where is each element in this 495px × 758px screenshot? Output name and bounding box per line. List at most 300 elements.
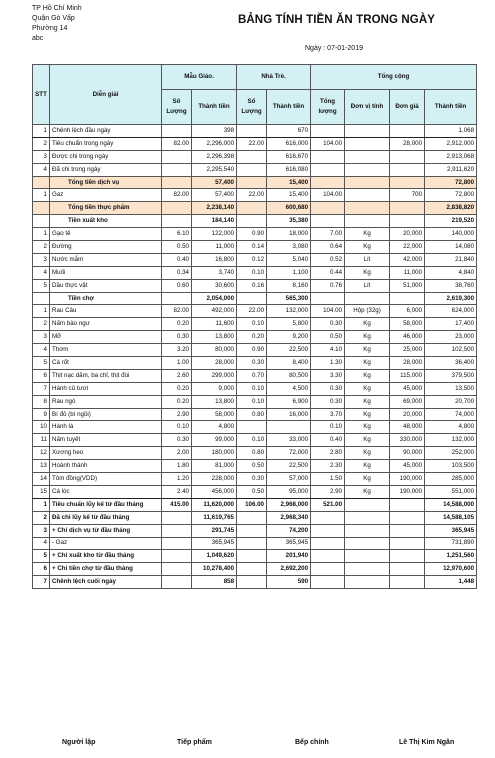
cell-kg-qty: 0.50 — [162, 241, 192, 254]
cell-nt-qty: 0.70 — [237, 369, 267, 382]
cell-total-amount: 20,700 — [425, 395, 477, 408]
cell-total-qty: 2.30 — [311, 460, 345, 473]
cell-unit: Kg — [345, 241, 390, 254]
cell-total-qty: 2.90 — [311, 485, 345, 498]
cell-nt-qty: 22.00 — [237, 189, 267, 202]
cell-total-qty: 104.00 — [311, 137, 345, 150]
table-row — [33, 357, 477, 370]
cell-kg-amount: 2,296,000 — [192, 137, 237, 150]
cell-price: 90,000 — [390, 447, 425, 460]
cell-total-amount: 219,520 — [425, 215, 477, 228]
cell-price — [390, 215, 425, 228]
cell-price — [390, 163, 425, 176]
cell-nt-amount: 74,200 — [267, 524, 311, 537]
cell-price — [390, 537, 425, 550]
cell-total-amount: 731,890 — [425, 537, 477, 550]
cell-kg-amount: 11,000 — [192, 241, 237, 254]
cell-stt: 2 — [33, 511, 50, 524]
header-amount: Thành tiền — [192, 90, 237, 125]
cell-total-amount: 14,588,000 — [425, 498, 477, 511]
cell-total-amount: 365,945 — [425, 524, 477, 537]
cell-desc: Nấm tuyết — [50, 434, 162, 447]
cell-stt: 3 — [33, 331, 50, 344]
cell-desc: Đường — [50, 241, 162, 254]
cell-nt-qty: 0.50 — [237, 485, 267, 498]
cell-nt-amount: 72,000 — [267, 447, 311, 460]
cell-nt-qty — [237, 537, 267, 550]
cell-kg-amount: 2,296,398 — [192, 150, 237, 163]
cell-nt-qty: 0.10 — [237, 382, 267, 395]
cell-kg-qty: 415.00 — [162, 498, 192, 511]
cell-kg-amount: 299,000 — [192, 369, 237, 382]
cell-desc: Được chi trong ngày — [50, 150, 162, 163]
cell-nt-qty — [237, 550, 267, 563]
cell-nt-qty — [237, 202, 267, 215]
cell-kg-qty: 1.00 — [162, 357, 192, 370]
cell-price — [390, 550, 425, 563]
cell-total-amount: 38,760 — [425, 279, 477, 292]
table-row — [33, 318, 477, 331]
cell-unit — [345, 511, 390, 524]
cell-kg-amount: 80,000 — [192, 344, 237, 357]
cell-desc: Tiêu chuẩn lũy kế từ đầu tháng — [50, 498, 162, 511]
cell-nt-amount: 132,000 — [267, 305, 311, 318]
section-row — [33, 292, 477, 305]
page-title: BẢNG TÍNH TIỀN ĂN TRONG NGÀY — [238, 14, 436, 26]
cell-stt: 10 — [33, 421, 50, 434]
cell-price: 28,000 — [390, 137, 425, 150]
table-row — [33, 163, 477, 176]
table-row — [33, 434, 477, 447]
cell-stt: 7 — [33, 382, 50, 395]
cell-total-qty — [311, 292, 345, 305]
cell-unit: Kg — [345, 447, 390, 460]
cell-price: 45,000 — [390, 382, 425, 395]
cell-total-qty: 1.50 — [311, 473, 345, 486]
cell-unit — [345, 563, 390, 576]
table-row — [33, 331, 477, 344]
signer-label: Lê Thị Kim Ngân — [399, 739, 455, 746]
header-amount: Thành tiền — [267, 90, 311, 125]
cell-total-qty: 0.52 — [311, 253, 345, 266]
cell-stt: 11 — [33, 434, 50, 447]
cell-desc: - Gaz — [50, 537, 162, 550]
city-label: TP Hồ Chí Minh — [32, 5, 82, 12]
cell-unit: Kg — [345, 382, 390, 395]
cell-stt: 5 — [33, 550, 50, 563]
cell-nt-amount: 5,800 — [267, 318, 311, 331]
cell-nt-amount: 16,000 — [267, 408, 311, 421]
cell-kg-amount: 365,945 — [192, 537, 237, 550]
cell-total-qty: 104.00 — [311, 189, 345, 202]
cell-total-qty — [311, 511, 345, 524]
cell-kg-amount: 30,600 — [192, 279, 237, 292]
cell-desc: + Chi tiền chợ từ đầu tháng — [50, 563, 162, 576]
cell-nt-amount: 201,940 — [267, 550, 311, 563]
cell-kg-qty: 0.30 — [162, 331, 192, 344]
cell-total-amount: 2,619,300 — [425, 292, 477, 305]
cell-stt: 9 — [33, 408, 50, 421]
cell-kg-amount: 398 — [192, 125, 237, 138]
cell-total-qty: 2.80 — [311, 447, 345, 460]
cell-total-amount: 140,000 — [425, 228, 477, 241]
section-row — [33, 215, 477, 228]
cell-total-amount: 624,000 — [425, 305, 477, 318]
cell-nt-amount: 95,000 — [267, 485, 311, 498]
cell-total-qty — [311, 125, 345, 138]
cell-nt-amount: 35,380 — [267, 215, 311, 228]
cell-total-amount: 4,840 — [425, 266, 477, 279]
cell-price: 69,000 — [390, 395, 425, 408]
cell-unit — [345, 576, 390, 589]
cell-nt-amount: 670 — [267, 125, 311, 138]
cell-price — [390, 176, 425, 189]
cell-total-amount: 13,500 — [425, 382, 477, 395]
cell-desc: Tiền xuất kho — [50, 215, 162, 228]
cell-desc: Cá lóc — [50, 485, 162, 498]
cell-unit — [345, 537, 390, 550]
cell-desc: Chênh lệch đầu ngày — [50, 125, 162, 138]
cell-desc: Chênh lệch cuối ngày — [50, 576, 162, 589]
table-row — [33, 421, 477, 434]
cell-kg-qty: 0.10 — [162, 421, 192, 434]
summary-row — [33, 511, 477, 524]
table-row — [33, 228, 477, 241]
cell-kg-qty: 2.40 — [162, 485, 192, 498]
cell-stt: 2 — [33, 241, 50, 254]
cell-kg-qty: 0.20 — [162, 318, 192, 331]
cell-nt-amount: 57,000 — [267, 473, 311, 486]
cell-nt-amount: 15,400 — [267, 189, 311, 202]
cell-price — [390, 202, 425, 215]
cell-total-qty: 0.50 — [311, 331, 345, 344]
cell-nt-qty: 22.00 — [237, 305, 267, 318]
cell-unit — [345, 176, 390, 189]
header-group-kindergarten: Mẫu Giáo. — [162, 65, 237, 90]
table-row — [33, 395, 477, 408]
cell-unit: Kg — [345, 369, 390, 382]
cell-price: 115,000 — [390, 369, 425, 382]
cell-stt: 13 — [33, 460, 50, 473]
cell-price: 45,000 — [390, 460, 425, 473]
table-row — [33, 344, 477, 357]
cell-price: 20,000 — [390, 228, 425, 241]
cell-kg-qty: 1.80 — [162, 460, 192, 473]
cell-kg-qty: 0.34 — [162, 266, 192, 279]
cell-total-amount: 4,800 — [425, 421, 477, 434]
cell-kg-amount: 492,000 — [192, 305, 237, 318]
cell-nt-qty — [237, 163, 267, 176]
cell-price — [390, 125, 425, 138]
cell-stt — [33, 176, 50, 189]
cell-kg-amount: 10,278,400 — [192, 563, 237, 576]
cell-nt-amount: 616,670 — [267, 150, 311, 163]
cell-unit — [345, 125, 390, 138]
cell-unit: Kg — [345, 344, 390, 357]
cell-nt-amount: 6,900 — [267, 395, 311, 408]
cell-kg-amount: 858 — [192, 576, 237, 589]
header-group-total: Tổng cộng — [311, 65, 477, 90]
cell-desc: Đã chi trong ngày — [50, 163, 162, 176]
cell-desc: Muối — [50, 266, 162, 279]
cell-total-qty: 4.10 — [311, 344, 345, 357]
cell-total-qty — [311, 563, 345, 576]
cell-nt-amount: 1,100 — [267, 266, 311, 279]
cell-nt-qty: 0.90 — [237, 344, 267, 357]
cell-total-qty — [311, 550, 345, 563]
cell-kg-qty: 2.90 — [162, 408, 192, 421]
cell-nt-qty — [237, 421, 267, 434]
cell-price — [390, 292, 425, 305]
cell-kg-amount: 228,000 — [192, 473, 237, 486]
cell-nt-qty — [237, 125, 267, 138]
cell-desc: Bí đỏ (bí ngồi) — [50, 408, 162, 421]
cell-price: 330,000 — [390, 434, 425, 447]
cell-total-amount: 17,400 — [425, 318, 477, 331]
table-row — [33, 460, 477, 473]
cell-total-qty: 521.00 — [311, 498, 345, 511]
cell-total-amount: 2,911,620 — [425, 163, 477, 176]
cell-stt: 7 — [33, 576, 50, 589]
cell-total-amount: 72,800 — [425, 189, 477, 202]
cell-price: 6,000 — [390, 305, 425, 318]
cell-kg-amount: 180,000 — [192, 447, 237, 460]
cell-nt-amount: 8,160 — [267, 279, 311, 292]
cell-nt-amount: 3,080 — [267, 241, 311, 254]
cell-total-qty: 0.64 — [311, 241, 345, 254]
cell-stt: 5 — [33, 279, 50, 292]
cell-nt-amount — [267, 421, 311, 434]
cell-kg-qty: 0.60 — [162, 279, 192, 292]
table-row — [33, 305, 477, 318]
cell-unit: Kg — [345, 331, 390, 344]
cell-total-amount: 285,000 — [425, 473, 477, 486]
cell-nt-qty: 22.00 — [237, 137, 267, 150]
cell-total-amount: 74,000 — [425, 408, 477, 421]
cell-unit — [345, 292, 390, 305]
table-row — [33, 189, 477, 202]
cell-price: 20,000 — [390, 408, 425, 421]
cell-kg-amount: 122,000 — [192, 228, 237, 241]
cell-stt: 3 — [33, 150, 50, 163]
cell-nt-qty: 0.30 — [237, 473, 267, 486]
cell-total-amount: 103,500 — [425, 460, 477, 473]
cell-nt-amount: 590 — [267, 576, 311, 589]
org-label: abc — [32, 35, 44, 42]
cell-unit — [345, 215, 390, 228]
cell-nt-amount: 22,500 — [267, 460, 311, 473]
cell-nt-amount: 4,500 — [267, 382, 311, 395]
cell-price: 28,000 — [390, 357, 425, 370]
summary-row — [33, 576, 477, 589]
cell-unit — [345, 524, 390, 537]
cell-stt: 1 — [33, 228, 50, 241]
cell-total-amount: 1,251,560 — [425, 550, 477, 563]
cell-kg-qty — [162, 537, 192, 550]
cell-total-amount: 1,068 — [425, 125, 477, 138]
header-left — [32, 4, 82, 44]
cell-price — [390, 150, 425, 163]
cell-kg-qty — [162, 176, 192, 189]
cell-price: 11,000 — [390, 266, 425, 279]
cell-nt-qty: 0.14 — [237, 241, 267, 254]
cell-unit: Kg — [345, 357, 390, 370]
cell-kg-qty — [162, 150, 192, 163]
cell-nt-qty — [237, 176, 267, 189]
cell-kg-amount: 11,600 — [192, 318, 237, 331]
cell-kg-qty: 82.00 — [162, 137, 192, 150]
cell-nt-qty: 0.30 — [237, 357, 267, 370]
cell-total-amount: 14,080 — [425, 241, 477, 254]
cell-kg-amount: 99,000 — [192, 434, 237, 447]
cell-kg-qty — [162, 511, 192, 524]
cell-nt-amount: 2,692,200 — [267, 563, 311, 576]
cell-total-qty — [311, 576, 345, 589]
table-row — [33, 253, 477, 266]
cell-total-qty — [311, 163, 345, 176]
cell-total-amount: 23,000 — [425, 331, 477, 344]
cell-stt — [33, 292, 50, 305]
cell-kg-amount: 57,400 — [192, 189, 237, 202]
cell-kg-amount: 1,049,620 — [192, 550, 237, 563]
cell-stt — [33, 215, 50, 228]
table-row — [33, 382, 477, 395]
cell-kg-qty — [162, 576, 192, 589]
cell-unit: Kg — [345, 318, 390, 331]
cell-desc: + Chi dịch vụ từ đầu tháng — [50, 524, 162, 537]
cell-nt-qty — [237, 150, 267, 163]
cell-desc: Xương heo — [50, 447, 162, 460]
cell-nt-qty: 0.90 — [237, 228, 267, 241]
cell-kg-qty — [162, 202, 192, 215]
cell-desc: Tiêu chuẩn trong ngày — [50, 137, 162, 150]
cell-kg-amount: 13,800 — [192, 331, 237, 344]
cell-price: 700 — [390, 189, 425, 202]
cell-unit — [345, 202, 390, 215]
cell-unit: Kg — [345, 266, 390, 279]
cell-total-qty — [311, 150, 345, 163]
cell-price: 42,000 — [390, 253, 425, 266]
cell-stt: 8 — [33, 395, 50, 408]
cell-total-amount: 36,400 — [425, 357, 477, 370]
cell-unit: Hộp (32g) — [345, 305, 390, 318]
cell-total-amount: 132,000 — [425, 434, 477, 447]
cell-desc: Dầu thực vật — [50, 279, 162, 292]
cell-total-qty: 0.40 — [311, 434, 345, 447]
cell-kg-qty — [162, 163, 192, 176]
cell-price: 51,000 — [390, 279, 425, 292]
cell-total-qty: 3.70 — [311, 408, 345, 421]
cell-kg-qty: 2.60 — [162, 369, 192, 382]
cell-kg-amount: 9,000 — [192, 382, 237, 395]
cell-kg-amount: 28,000 — [192, 357, 237, 370]
cell-desc: Tiền chợ — [50, 292, 162, 305]
cell-kg-amount: 184,140 — [192, 215, 237, 228]
cell-stt: 15 — [33, 485, 50, 498]
subtotal-row — [33, 176, 477, 189]
cell-price: 22,000 — [390, 241, 425, 254]
cell-stt: 1 — [33, 125, 50, 138]
cell-total-qty: 0.30 — [311, 382, 345, 395]
cell-total-amount: 2,912,000 — [425, 137, 477, 150]
cell-total-amount: 102,500 — [425, 344, 477, 357]
cell-price: 190,000 — [390, 473, 425, 486]
cell-kg-qty: 82.00 — [162, 305, 192, 318]
cell-stt: 4 — [33, 266, 50, 279]
cell-kg-qty — [162, 524, 192, 537]
cell-desc: Rau ngò — [50, 395, 162, 408]
cell-kg-amount: 11,620,000 — [192, 498, 237, 511]
cell-price — [390, 511, 425, 524]
cell-desc: Gaz — [50, 189, 162, 202]
cell-kg-amount: 57,400 — [192, 176, 237, 189]
cell-stt: 6 — [33, 563, 50, 576]
cell-nt-qty: 0.80 — [237, 447, 267, 460]
ward-label: Phường 14 — [32, 25, 68, 32]
cell-kg-amount: 11,619,765 — [192, 511, 237, 524]
cell-total-amount: 72,800 — [425, 176, 477, 189]
cell-unit: Kg — [345, 421, 390, 434]
cell-stt: 1 — [33, 498, 50, 511]
cell-price: 58,000 — [390, 318, 425, 331]
cell-total-amount: 379,500 — [425, 369, 477, 382]
cell-total-qty: 0.44 — [311, 266, 345, 279]
cell-total-qty: 0.10 — [311, 421, 345, 434]
table-row — [33, 241, 477, 254]
cell-nt-qty — [237, 563, 267, 576]
cell-unit: Kg — [345, 473, 390, 486]
cell-nt-amount: 616,000 — [267, 137, 311, 150]
cell-kg-amount: 291,745 — [192, 524, 237, 537]
cell-price: 25,000 — [390, 344, 425, 357]
cell-stt: 12 — [33, 447, 50, 460]
cell-unit: Kg — [345, 434, 390, 447]
cell-total-amount: 2,913,068 — [425, 150, 477, 163]
cell-desc: Hành củ tươi — [50, 382, 162, 395]
cell-total-qty — [311, 202, 345, 215]
cell-kg-qty — [162, 125, 192, 138]
supply-label: Tiếp phẩm — [177, 739, 212, 746]
cell-nt-amount: 616,080 — [267, 163, 311, 176]
header-qty: Số Lượng — [237, 90, 267, 125]
cell-kg-qty — [162, 292, 192, 305]
cell-nt-amount: 8,400 — [267, 357, 311, 370]
cell-total-amount: 551,000 — [425, 485, 477, 498]
meal-cost-table — [32, 64, 477, 589]
cell-unit — [345, 150, 390, 163]
cell-nt-qty: 0.10 — [237, 318, 267, 331]
cell-nt-qty — [237, 576, 267, 589]
cell-total-amount: 21,840 — [425, 253, 477, 266]
cell-kg-qty: 82.00 — [162, 189, 192, 202]
table-row — [33, 447, 477, 460]
cell-nt-amount: 9,200 — [267, 331, 311, 344]
cell-kg-qty — [162, 550, 192, 563]
cell-nt-qty — [237, 524, 267, 537]
cell-kg-qty — [162, 563, 192, 576]
cell-total-qty: 104.00 — [311, 305, 345, 318]
cell-nt-amount: 18,000 — [267, 228, 311, 241]
cell-desc: Tổng tiền thực phẩm — [50, 202, 162, 215]
cell-kg-qty: 1.20 — [162, 473, 192, 486]
cell-kg-amount: 58,000 — [192, 408, 237, 421]
cell-total-amount: 2,838,820 — [425, 202, 477, 215]
header-stt: STT — [33, 65, 50, 125]
table-row — [33, 537, 477, 550]
cell-unit — [345, 137, 390, 150]
cell-nt-amount: 2,968,340 — [267, 511, 311, 524]
header-qty: Số Lượng — [162, 90, 192, 125]
